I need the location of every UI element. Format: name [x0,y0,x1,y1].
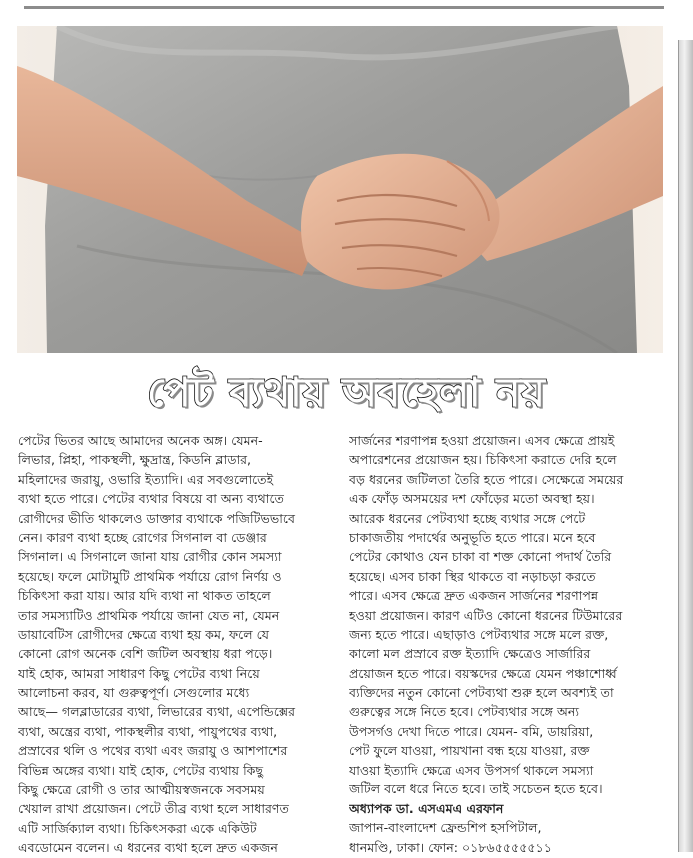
body-line: খেয়াল রাখা প্রয়োজন। পেটে তীব্র ব্যথা হলে সাধারণত [18,801,289,817]
body-line: হওয়া প্রয়োজন। কারণ এটিও কোনো ধরনের টিউমারের [349,607,623,623]
body-line: এবডোমেন বলেন। এ ধরনের ব্যথা হলে দ্রুত একজন [18,840,278,856]
body-line: বিভিন্ন অঙ্গের ব্যথা। যাই হোক, পেটের ব্যথায় কিছু [18,762,264,778]
body-line: জন্য হতে পারে। এছাড়াও পেটব্যথার সঙ্গে মলে রক্ত, [349,626,609,642]
body-line: আরেক ধরনের পেটব্যথা হচ্ছে ব্যথার সঙ্গে পেটে [349,510,586,526]
body-line: এক ফোঁড় অসময়ের দশ ফোঁড়ের মতো অবস্থা হয়। [349,491,595,507]
article-left-column [18,431,336,858]
body-line: গুরুত্বের সঙ্গে নিতে হবে। পেটব্যথার সঙ্গে অন্য [349,704,580,720]
body-line: চাকাজতীয় পদার্থের অনুভূতি হতে পারে। মনে হবে [349,529,596,545]
body-line: কোনো রোগ অনেক বেশি জটিল অবস্থায় ধরা পড়ে। [18,646,273,662]
page-edge [678,40,693,852]
body-line: কিছু ক্ষেত্রে রোগী ও তার আত্মীয়স্বজনকে সবসময় [18,782,265,798]
body-line: আলোচনা করব, যা গুরুত্বপূর্ণ। সেগুলোর মধ্যে [18,685,250,701]
body-line: ব্যথা হতে পারে। পেটের ব্যথার বিষয়ে বা অন্য ব্যথাতে [18,491,284,507]
body-line: পেটের কোথাও যেন চাকা বা শক্ত কোনো পদার্থ তৈরি [349,549,612,565]
top-rule [24,6,664,9]
contact-address: ধানমণ্ডি, ঢাকা। ফোন: ০১৮৬৫৫৫৫৫১১ [349,839,552,855]
body-line: প্রয়োজন হতে পারে। বয়স্কদের ক্ষেত্রে যেমন পঞ্চাশোর্ধ্ব [349,665,617,681]
body-line: পেটের ভিতর আছে আমাদের অনেক অঙ্গ। যেমন- [18,433,263,448]
body-line: হয়েছে। এসব চাকা স্থির থাকতে বা নড়াচড়া করতে [349,568,596,584]
body-line: প্রস্রাবের থলি ও পথের ব্যথা এবং জরায়ু ও আশপাশের [18,743,288,759]
body-line: তার সমস্যাটিও প্রাথমিক পর্যায়ে জানা যেত না, যেমন [18,607,280,623]
body-line: যাই হোক, আমরা সাধারণ কিছু পেটের ব্যথা নিয়ে [18,665,260,681]
hospital-name: জাপান-বাংলাদেশ ফ্রেন্ডশিপ হসপিটাল, [349,820,542,836]
article-headline: পেট ব্যথায় অবহেলা নয় [147,369,546,416]
body-line: এটি সার্জিক্যাল ব্যথা। চিকিৎসকরা একে একিউট [18,820,257,836]
body-line: কালো মল প্রস্রাবে রক্ত ইত্যাদি ক্ষেত্রেও সার্জারির [349,646,591,662]
article-right-column [349,431,667,780]
body-line: অপারেশনের প্রয়োজন হয়। চিকিৎসা করাতে দেরি হলে [349,452,617,468]
body-line: হয়েছে। ফলে মোটামুটি প্রাথমিক পর্যায়ে রোগ নির্ণয় ও [18,568,282,584]
body-line: বড় ধরনের জটিলতা তৈরি হতে পারে। সেক্ষেত্রে সময়ের [349,471,624,487]
body-line: সার্জনের শরণাপন্ন হওয়া প্রয়োজন। এসব ক্ষেত্রে প্রায়ই [349,433,615,448]
body-line: পেট ফুলে যাওয়া, পায়খানা বন্ধ হয়ে যাওয়া, রক্ত [349,743,590,759]
body-line: লিভার, প্লিহা, পাকস্থলী, ক্ষুদ্রান্ত্র, কিডনি ব্লাডার, [18,452,252,468]
body-line: মহিলাদের জরায়ু, ওভারি ইত্যাদি। এর সবগুলোতেই [18,471,274,487]
body-line: চিকিৎসা করা যায়। আর যদি ব্যথা না থাকত তাহলে [18,588,271,604]
body-line: সিগনাল। এ সিগনালে জানা যায় রোগীর কোন সমস্যা [18,549,282,565]
body-line: রোগীদের ভীতি থাকলেও ডাক্তার ব্যথাকে পজিটিভভাবে [18,510,295,526]
body-line: ব্যক্তিদের নতুন কোনো পেটব্যথা শুরু হলে অবশ্যই তা [349,685,614,701]
body-line: ব্যথা, অন্ত্রের ব্যথা, পাকস্থলীর ব্যথা, পায়ুপথের ব্যথা, [18,723,278,739]
body-line: নেন। কারণ ব্যথা হচ্ছে রোগের সিগনাল বা ডেঞ্জার [18,529,267,545]
body-line: আছে— গলব্লাডারের ব্যথা, লিভারের ব্যথা, এপেন্ডিক্সের [18,704,296,720]
article-photo [17,26,663,353]
body-line: উপসর্গও দেখা দিতে পারে। যেমন- বমি, ডায়রিয়া, [349,723,594,739]
body-line: পারে। এসব ক্ষেত্রে দ্রুত একজন সার্জনের শরণাপন্ন [349,588,599,604]
author-credit [349,779,669,857]
author-name: অধ্যাপক ডা. এসএমএ এরফান [349,800,504,816]
body-line: জটিল বলে ধরে নিতে হবে। তাই সচেতন হতে হবে। [349,781,603,796]
body-line: ডায়াবেটিস রোগীদের ক্ষেত্রে ব্যথা হয় কম, ফলে যে [18,626,269,642]
body-line: যাওয়া ইত্যাদি ক্ষেত্রে এসব উপসর্গ থাকলে সমস্যা [349,762,594,778]
